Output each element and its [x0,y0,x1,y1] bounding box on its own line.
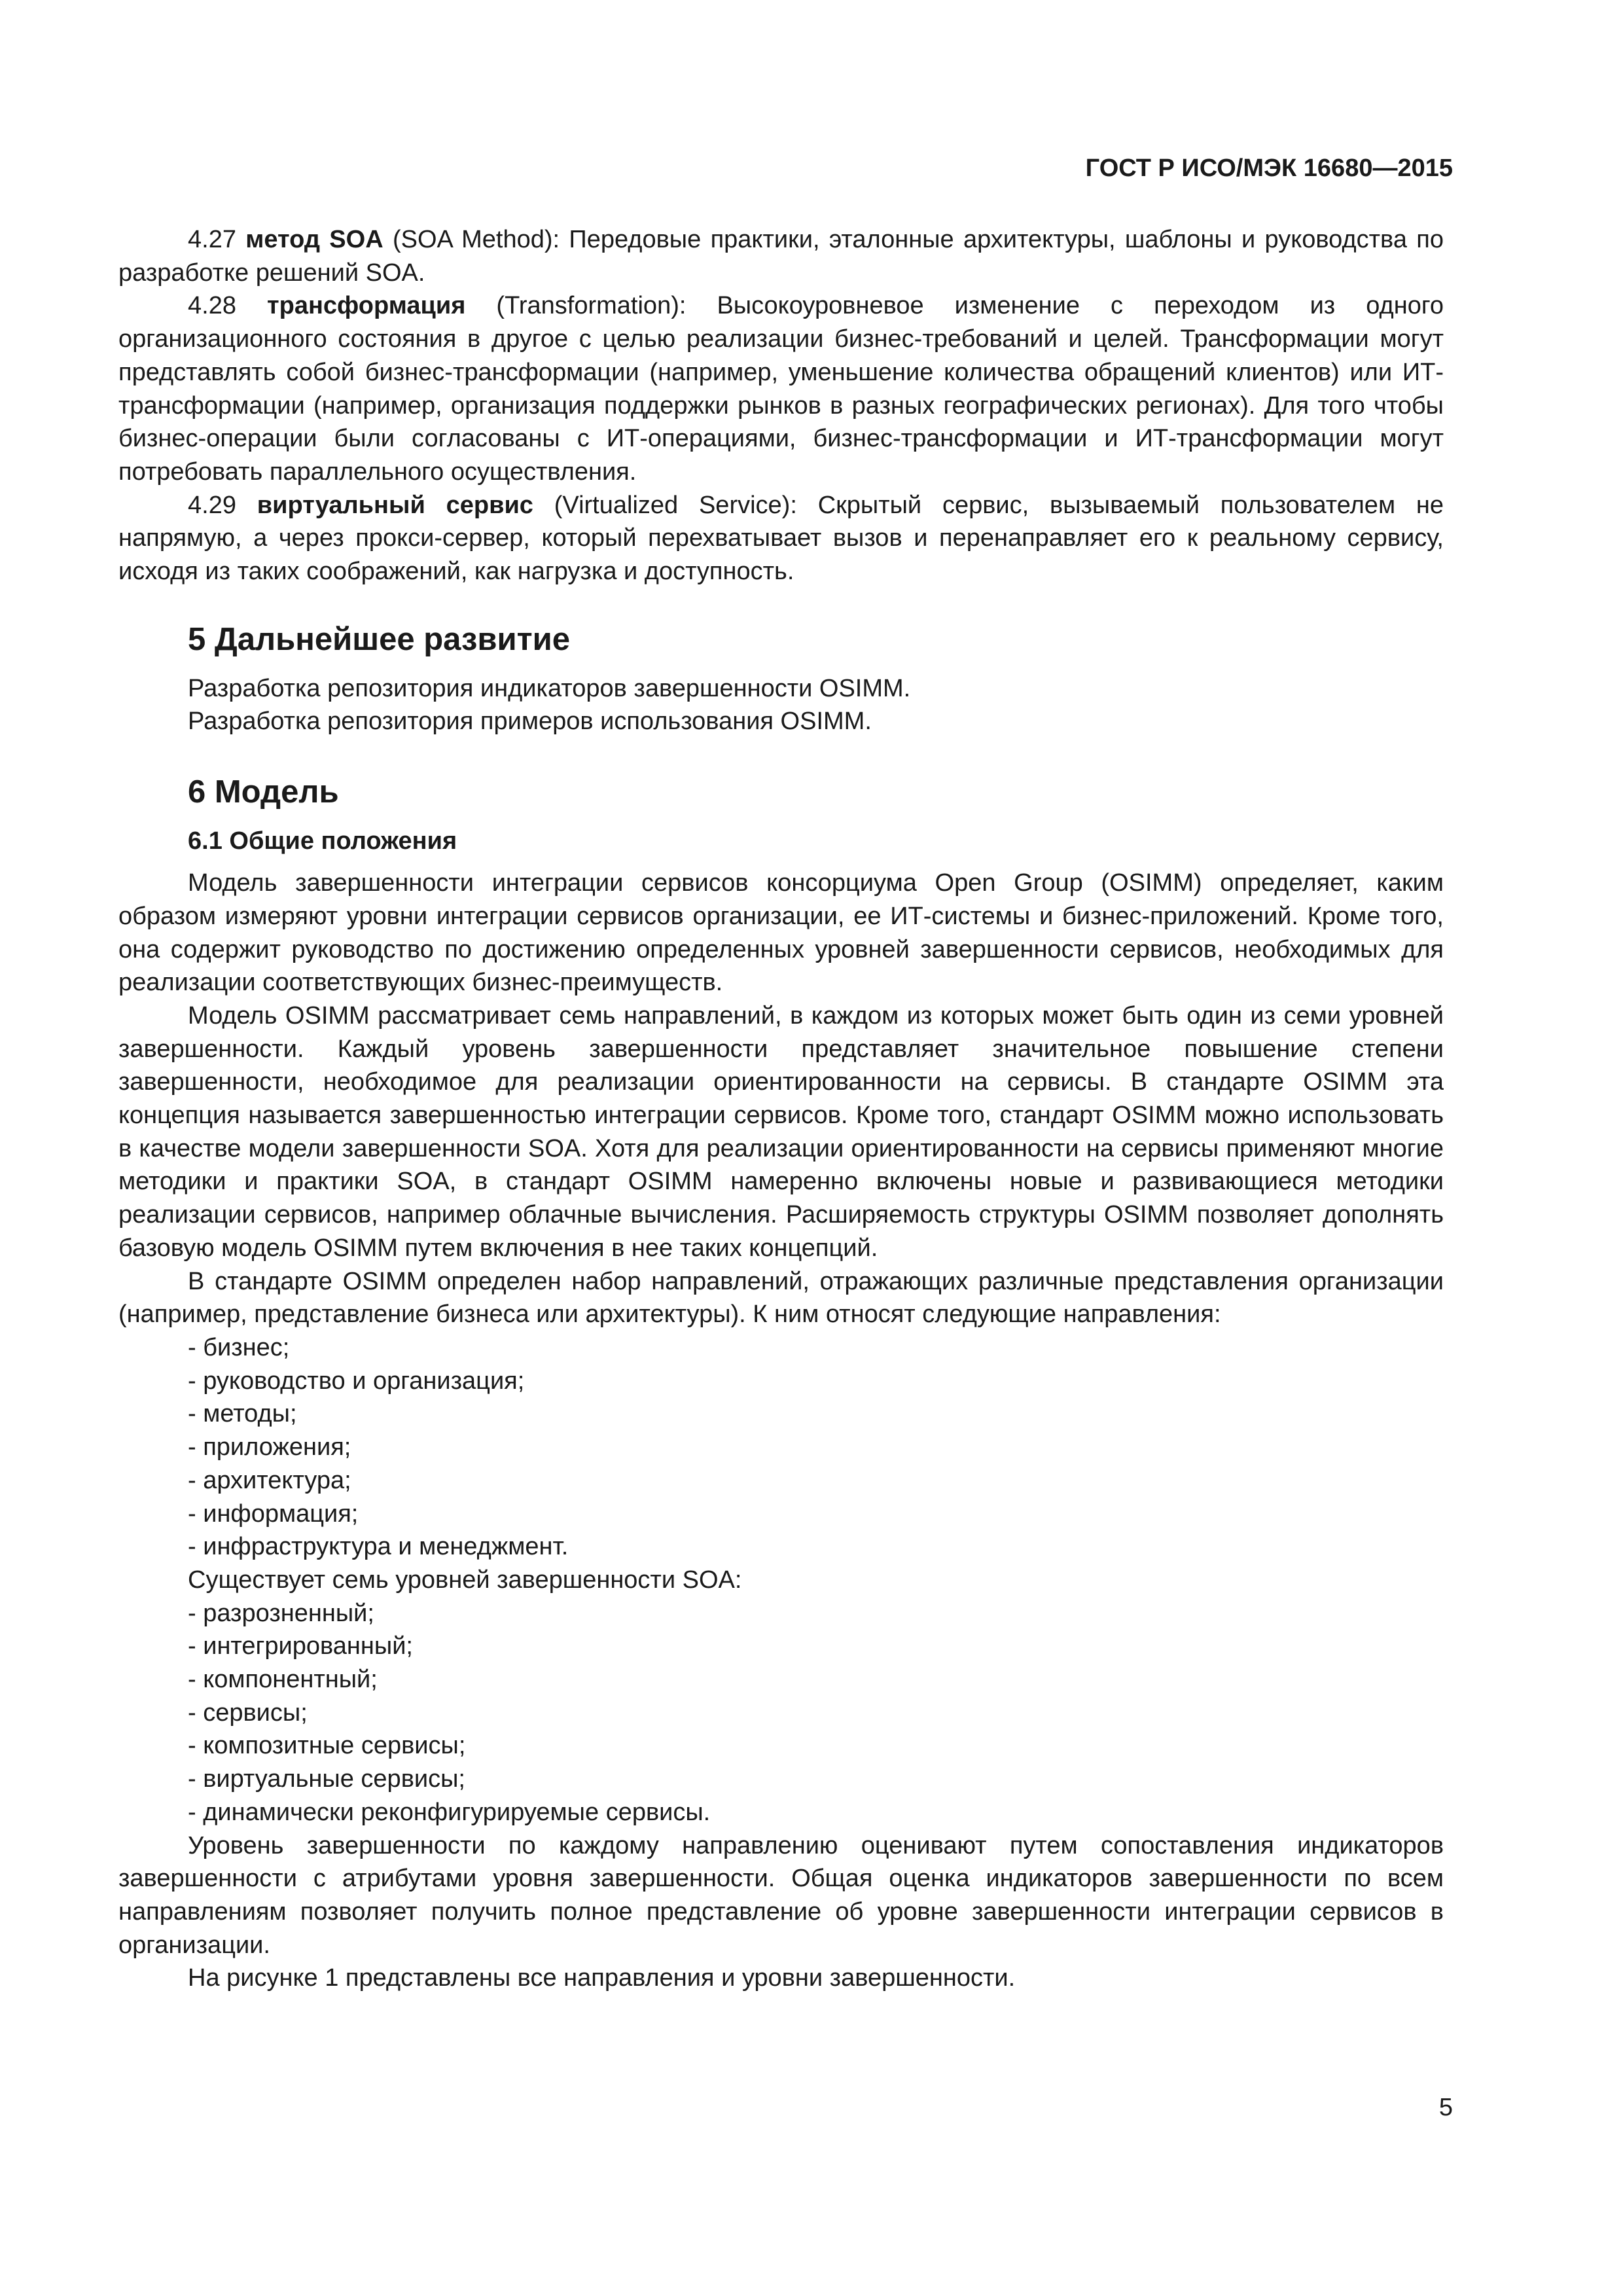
list-item: - бизнес; [188,1333,290,1361]
page-content [118,223,1444,1995]
definition-4-29 [118,489,1444,588]
definition-term: виртуальный сервис [257,491,533,519]
list-item: - динамически реконфигурируемые сервисы. [188,1798,711,1826]
definition-text: : Скрытый сервис, вызываемый пользователем не напрямую, а через прокси-сервер, который перехватывает вызов и перенаправляет его к реальному сервису, исходя из таких соображений, как нагрузка и доступность. [118,491,1444,586]
definition-term: метод SOA [245,226,383,253]
list-item: - интегрированный; [188,1632,413,1660]
section-6-heading: 6 Модель [188,774,339,810]
list-item: - руководство и организация; [188,1367,525,1395]
page-number: 5 [1438,2094,1453,2121]
definition-4-28 [118,289,1444,488]
section-5-heading: 5 Дальнейшее развитие [188,621,570,657]
definition-4-27 [118,223,1444,289]
list-item: - разрозненный; [188,1599,374,1627]
list-item: - архитектура; [188,1466,351,1494]
list-item: - виртуальные сервисы; [188,1765,465,1793]
standard-header: ГОСТ Р ИСО/МЭК 16680—2015 [1085,154,1453,182]
definition-text: : Передовые практики, эталонные архитектуры, шаблоны и руководства по разработке решений SOA. [118,226,1444,287]
list-item: - приложения; [188,1433,351,1462]
definition-english-term: (Transformation) [496,292,679,320]
body-paragraph: Уровень завершенности по каждому направлению оценивают путем сопоставления индикаторов завершенности с атрибутами уровня завершенности. Общая оценка индикаторов завершенности по всем направлениям позволяет получить полное представление об уровне завершенности интеграции сервисов в организации. [118,1831,1444,1959]
list-item: - компонентный; [188,1666,378,1694]
body-paragraph: В стандарте OSIMM определен набор направлений, отражающих различные представления организации (например, представление бизнеса или архитектуры). К ним относят следующие направления: [118,1267,1444,1329]
body-paragraph: Модель OSIMM рассматривает семь направлений, в каждом из которых может быть один из семи уровней завершенности. Каждый уровень завершенности представляет значительное повышение степени завершенности, необходимое для реализации ориентированности на сервисы. В стандарте OSIMM эта концепция называется завершенностью интеграции сервисов. Кроме того, стандарт OSIMM можно использовать в качестве модели завершенности SOA. Хотя для реализации ориентированности на сервисы применяют многие методики и практики SOA, в стандарт OSIMM намеренно включены новые и развивающиеся методики реализации сервисов, например облачные вычисления. Расширяемость структуры OSIMM позволяет дополнять базовую модель OSIMM путем включения в нее таких концепций. [118,1001,1444,1262]
definition-number: 4.29 [188,491,236,519]
body-paragraph: На рисунке 1 представлены все направления и уровни завершенности. [188,1964,1016,1992]
levels-intro: Существует семь уровней завершенности SOA: [188,1566,742,1594]
list-item: - методы; [188,1400,297,1428]
definition-text: : Высокоуровневое изменение с переходом из одного организационного состояния в другое с целью реализации бизнес-требований и целей. Трансформации могут представлять собой бизнес-трансформации (например, уменьшение количества обращений клиентов) или ИТ-трансформации (например, организация поддержки рынков в разных географических регионах). Для того чтобы бизнес-операции были согласованы с ИТ-операциями, бизнес-трансформации и ИТ-трансформации могут потребовать параллельного осуществления. [118,292,1444,486]
list-item: - сервисы; [188,1698,308,1727]
list-item: - композитные сервисы; [188,1732,466,1760]
definition-english-term: (SOA Method) [392,226,553,253]
list-item: - инфраструктура и менеджмент. [188,1533,569,1561]
definition-term: трансформация [267,292,466,320]
subsection-6-1-heading: 6.1 Общие положения [188,827,457,855]
definition-number: 4.28 [188,292,236,320]
section-5-line: Разработка репозитория индикаторов завершенности OSIMM. [188,674,911,702]
section-5-body [118,672,1444,738]
section-5-line: Разработка репозитория примеров использования OSIMM. [188,708,872,736]
list-item: - информация; [188,1499,359,1528]
directions-list [118,1331,1444,1829]
definition-english-term: (Virtualized Service) [554,491,791,519]
body-paragraph: Модель завершенности интеграции сервисов консорциума Open Group (OSIMM) определяет, каким образом измеряют уровни интеграции сервисов организации, ее ИТ-системы и бизнес-приложений. Кроме того, она содержит руководство по достижению определенных уровней завершенности сервисов, необходимых для реализации соответствующих бизнес-преимуществ. [118,869,1444,997]
definition-number: 4.27 [188,226,236,253]
